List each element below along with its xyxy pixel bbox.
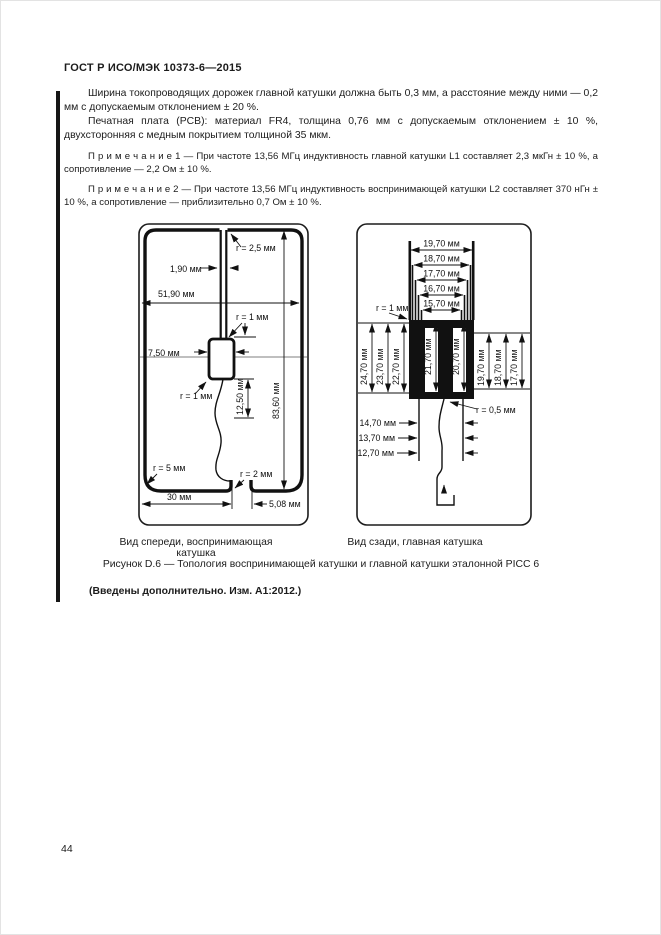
figure-back-view bbox=[356, 223, 532, 527]
dim-label-top-2: 17,70 мм bbox=[423, 268, 460, 279]
dim-label-top-4: 15,70 мм bbox=[423, 298, 460, 309]
dim-label-pad-width: 7,50 мм bbox=[148, 348, 180, 358]
figure-caption: Рисунок D.6 — Топология воспринимающей катушки и главной катушки эталонной PICC 6 bbox=[102, 559, 540, 570]
dim-label-8360: 83,60 мм bbox=[271, 382, 281, 419]
dim-label-left-2: 22,70 мм bbox=[391, 348, 401, 385]
radius-label-1-top: r = 1 мм bbox=[236, 312, 269, 322]
amendment-note: (Введены дополнительно. Изм. А1:2012.) bbox=[89, 586, 302, 597]
body-text bbox=[64, 87, 598, 209]
dim-label-top-0: 19,70 мм bbox=[423, 238, 460, 249]
dim-label-inner-1: 20,70 мм bbox=[451, 338, 461, 375]
dim-label-left-1: 23,70 мм bbox=[375, 348, 385, 385]
dim-label-top-1: 18,70 мм bbox=[423, 253, 460, 264]
caption-back-view: Вид сзади, главная катушка bbox=[347, 537, 483, 548]
change-bar bbox=[56, 91, 60, 602]
dim-label-top-3: 16,70 мм bbox=[423, 283, 460, 294]
radius-label-25: r = 2,5 мм bbox=[236, 243, 276, 253]
dim-label-width-5190: 51,90 мм bbox=[158, 289, 195, 299]
dim-label-1250: 12,50 мм bbox=[235, 378, 245, 415]
dim-label-bottom-1: 13,70 мм bbox=[358, 433, 395, 443]
dim-label-bottom-2: 12,70 мм bbox=[357, 448, 394, 458]
radius-label-1-back: r = 1 мм bbox=[376, 303, 409, 313]
page-number: 44 bbox=[61, 843, 73, 855]
dim-label-left-0: 24,70 мм bbox=[359, 348, 369, 385]
paragraph-trace-width: Ширина токопроводящих дорожек главной катушки должна быть 0,3 мм, а расстояние между ними — 0,2 мм с допускаемым отклонением ± 20 %. bbox=[64, 88, 598, 113]
dim-label-inner-0: 21,70 мм bbox=[423, 338, 433, 375]
paragraph-pcb: Печатная плата (PCB): материал FR4, толщина 0,76 мм с допускаемым отклонением ± 10 %, двухсторонняя с медным покрытием толщиной 35 мкм. bbox=[64, 116, 598, 141]
radius-label-5: r = 5 мм bbox=[153, 463, 186, 473]
connection-pad bbox=[209, 339, 234, 379]
radius-label-05: r = 0,5 мм bbox=[476, 405, 516, 415]
dim-label-slot-width: 1,90 мм bbox=[170, 264, 202, 274]
dim-label-30: 30 мм bbox=[167, 492, 192, 502]
dim-label-right-0: 19,70 мм bbox=[476, 349, 486, 386]
caption-front-view: Вид спереди, воспринимающая катушка bbox=[119, 537, 273, 559]
radius-label-2: r = 2 мм bbox=[240, 469, 273, 479]
radius-label-1-bottom: r = 1 мм bbox=[180, 391, 213, 401]
dim-label-right-2: 17,70 мм bbox=[509, 349, 519, 386]
dim-label-right-1: 18,70 мм bbox=[493, 349, 503, 386]
note-1: П р и м е ч а н и е 1 — При частоте 13,56 МГц индуктивность главной катушки L1 составляет 2,3 мкГн ± 10 %, а сопротивление — 2,2 Ом ± 10 %. bbox=[64, 151, 598, 175]
note-2: П р и м е ч а н и е 2 — При частоте 13,56 МГц индуктивность воспринимающей катушки L2 составляет 370 нГн ± 10 %, а сопротивление — приблизительно 0,7 Ом ± 10 %. bbox=[64, 184, 598, 208]
dim-label-508: 5,08 мм bbox=[269, 499, 301, 509]
document-header: ГОСТ Р ИСО/МЭК 10373-6—2015 bbox=[64, 62, 242, 74]
figure-front-view bbox=[138, 223, 309, 527]
dim-label-bottom-0: 14,70 мм bbox=[359, 418, 396, 428]
